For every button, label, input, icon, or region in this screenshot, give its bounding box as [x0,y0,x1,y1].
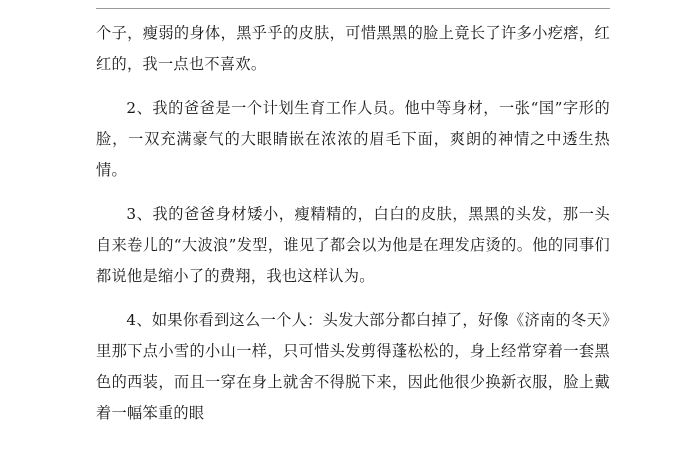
paragraph-4: 4、如果你看到这么一个人：头发大部分都白掉了，好像《济南的冬天》里那下点小雪的小山一样，只可惜头发剪得蓬松松的，身上经常穿着一套黑色的西装，而且一穿在身上就舍不得脱下来，因此他很少换新衣服，脸上戴着一幅笨重的眼 [96,311,610,422]
paragraph-spacer [96,292,610,305]
document-body [96,8,610,429]
paragraph-3: 3、我的爸爸身材矮小，瘦精精的，白白的皮肤，黑黑的头发，那一头自来卷儿的“大波浪”发型，谁见了都会以为他是在理发店烫的。他的同事们都说他是缩小了的费翔，我也这样认为。 [96,205,610,285]
page-top-rule [96,8,610,9]
paragraph-spacer [96,186,610,199]
paragraph-1: 个子，瘦弱的身体，黑乎乎的皮肤，可惜黑黑的脸上竟长了许多小疙瘩，红红的，我一点也不喜欢。 [96,24,610,73]
paragraph-spacer [96,80,610,93]
paragraph-2: 2、我的爸爸是一个计划生育工作人员。他中等身材，一张“国”字形的脸，一双充满豪气的大眼睛嵌在浓浓的眉毛下面，爽朗的神情之中透生热情。 [96,99,610,179]
